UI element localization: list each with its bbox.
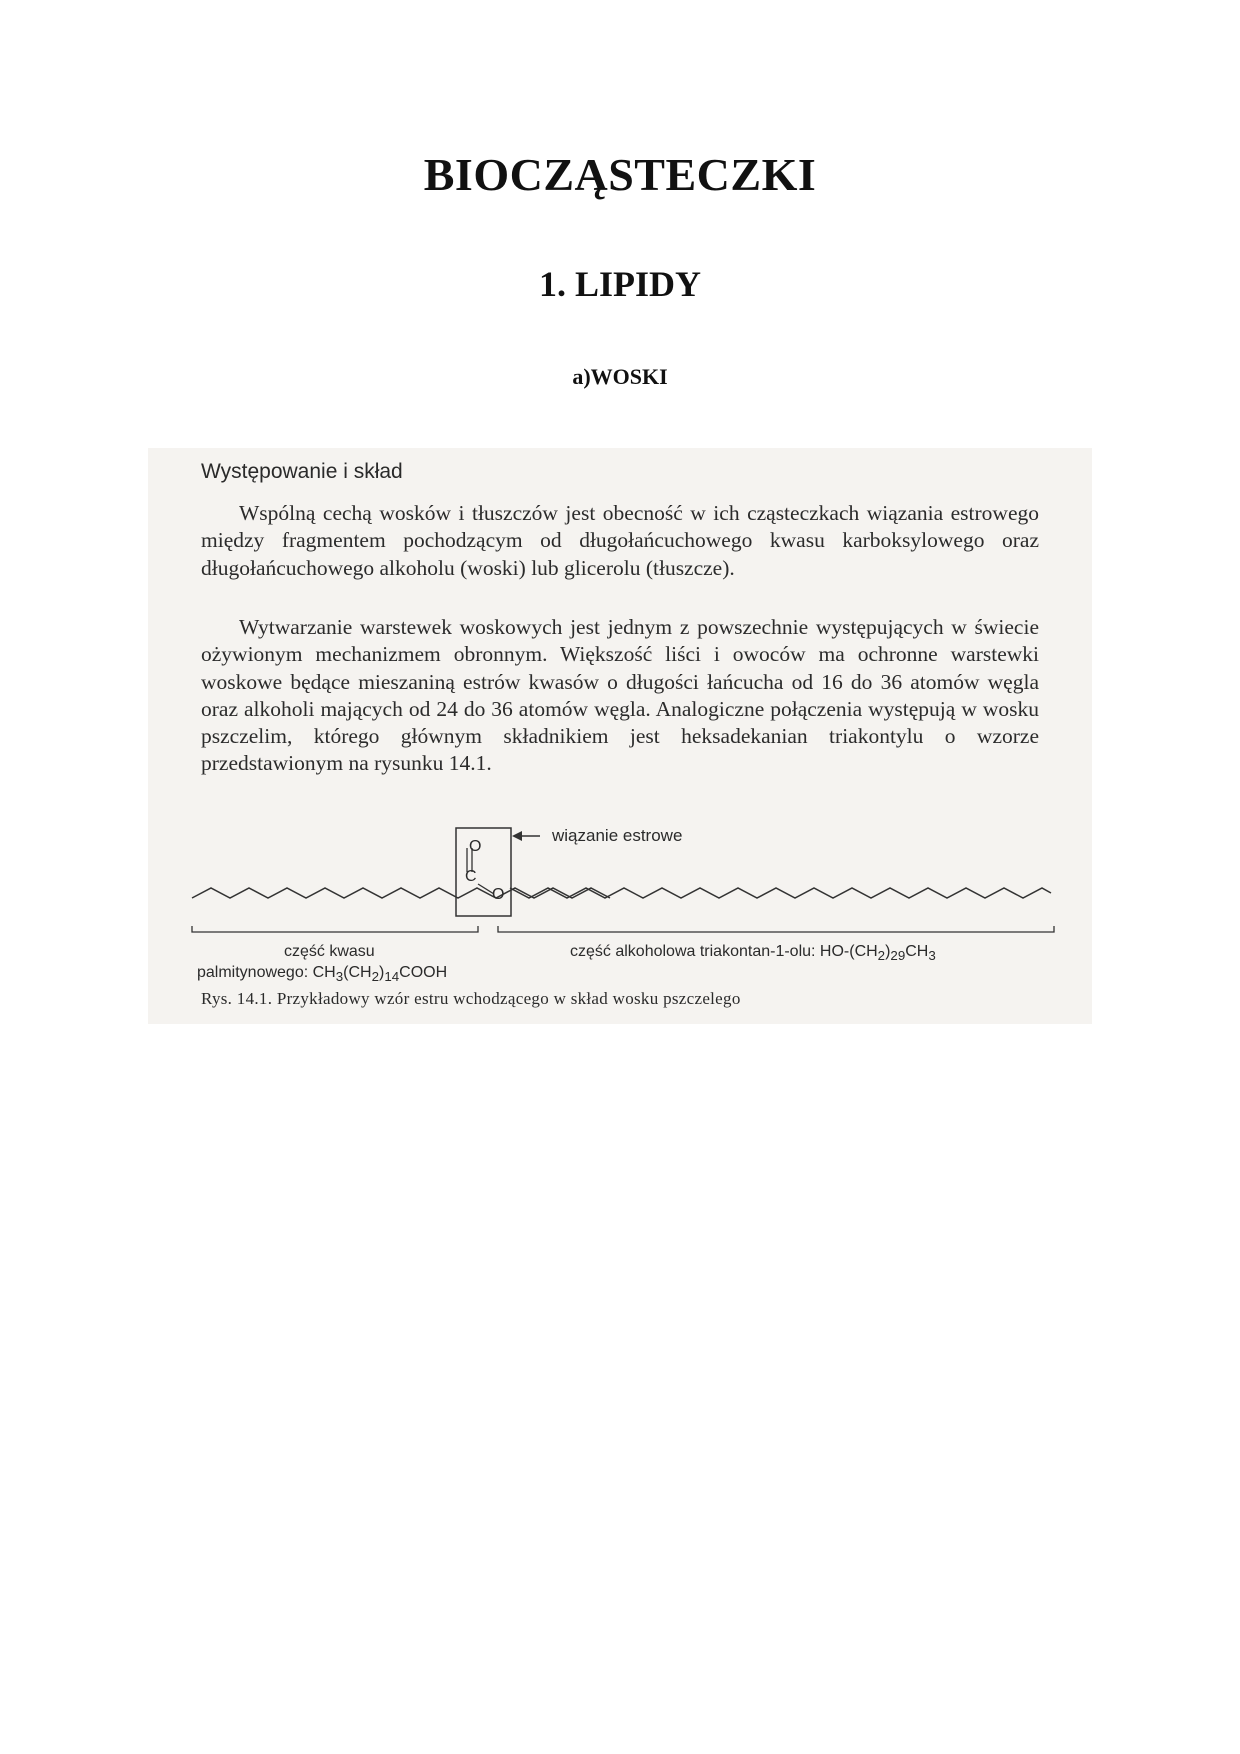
- acid-part-brace: [192, 926, 478, 932]
- scanned-textbook-excerpt: [148, 448, 1092, 1024]
- acid-part-label-line1: część kwasu: [284, 943, 375, 960]
- atom-o-top: O: [469, 838, 482, 855]
- document-title: BIOCZĄSTECZKI: [423, 149, 817, 200]
- acid-part-label-line2: palmitynowego: $CH_3(CH_2)_{14}COOH$: [197, 964, 448, 985]
- subsection-heading: a)WOSKI: [572, 364, 668, 389]
- atom-o-chain: O: [492, 886, 505, 903]
- ester-structure-figure: [148, 826, 1092, 991]
- figure-caption: Rys. 14.1. Przykładowy wzór estru wchodzącego w skład wosku pszczelego: [201, 989, 741, 1008]
- acid-chain-zigzag: [192, 888, 610, 898]
- alcohol-part-label: część alkoholowa triakontan-1-olu: $HO-(CH_2)_{29}CH_3$: [570, 943, 936, 964]
- section-heading: Występowanie i skład: [201, 460, 403, 483]
- chapter-heading: 1. LIPIDY: [538, 264, 702, 304]
- bond-arrow-head: [512, 831, 522, 841]
- paragraph-2: Wytwarzanie warstewek woskowych jest jednym z powszechnie występujących w świecie ożywionym mechanizmem obronnym. Większość liści i owoców ma ochronne warstewki woskowe będące mieszaniną estrów kwasów o długości łańcucha od 16 do 36 atomów węgla oraz alkoholi mających od 24 do 36 atomów węgla. Analogiczne połączenia występują w wosku pszczelim, którego głównym składnikiem jest heksadekanian triakontylu o wzorze przedstawionym na rysunku 14.1.: [201, 615, 1039, 776]
- alcohol-part-brace: [498, 926, 1054, 932]
- ester-bond-label: wiązanie estrowe: [552, 826, 683, 845]
- paragraph-1: Wspólną cechą wosków i tłuszczów jest obecność w ich cząsteczkach wiązania estrowego między fragmentem pochodzącym od długołańcuchowego kwasu karboksylowego oraz długołańcuchowego alkoholu (woski) lub glicerolu (tłuszcze).: [201, 501, 1039, 580]
- alcohol-chain-zigzag: [510, 888, 1051, 898]
- atom-c: C: [465, 868, 477, 885]
